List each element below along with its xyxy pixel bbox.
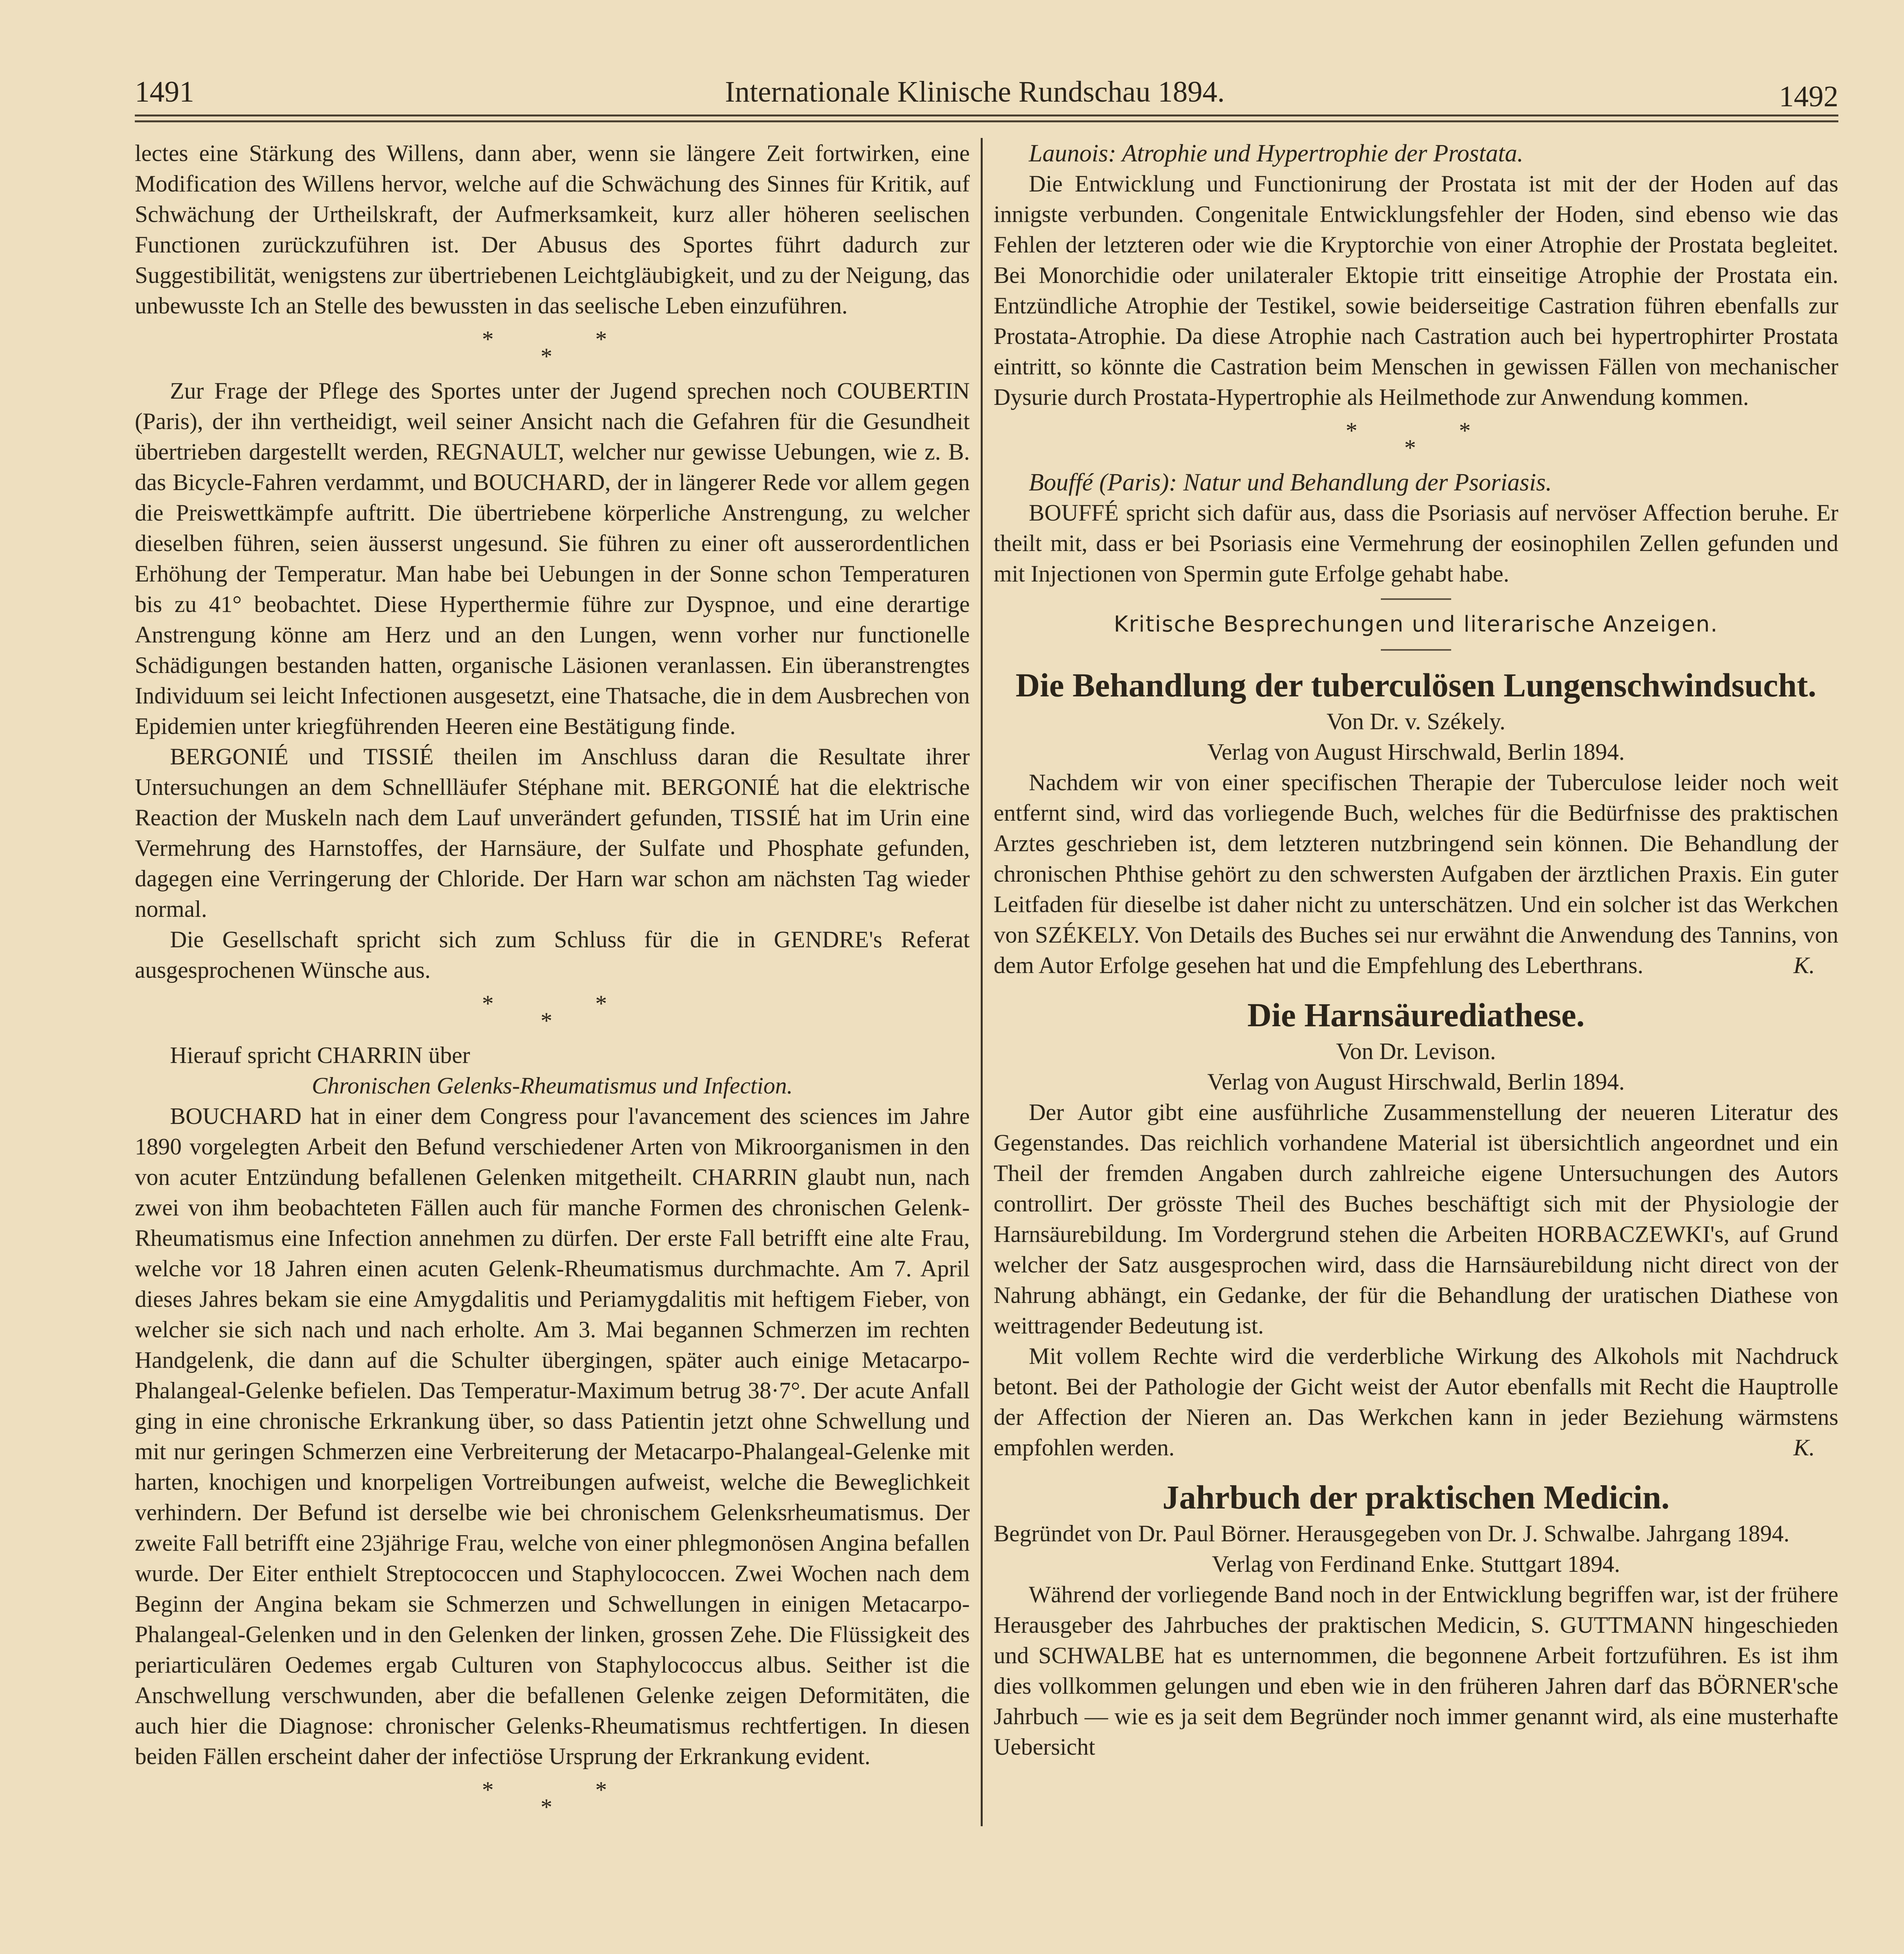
book-meta: Verlag von August Hirschwald, Berlin 1894. <box>1207 1069 1625 1095</box>
asterisk: * <box>595 326 607 352</box>
book-meta: Begründet von Dr. Paul Börner. Herausgegeben von Dr. J. Schwalbe. Jahrgang 1894. <box>994 1521 1790 1546</box>
asterisk: * <box>1459 418 1471 444</box>
asterisk: * <box>540 344 552 369</box>
header-rule <box>135 115 1838 122</box>
asterisk: * <box>595 1777 607 1803</box>
paragraph: lectes eine Stärkung des Willens, dann aber, wenn sie längere Zeit fortwirken, eine Modification des Willens hervor, welche auf die Schwächung des Sinnes für Kritik, auf Schwächung der Urtheilskraft, der Aufmerksamkeit, kurz aller höheren seelischen Functionen zurückzuführen ist. Der Abusus des Sportes führt dadurch zur Suggestibilität, wenigstens zur übertriebenen Leichtgläubigkeit, und zu der Neigung, das unbewusste Ich an Stelle des bewussten in das seelische Leben einzuführen. <box>135 140 970 319</box>
reviewer-signature: K. <box>1793 952 1815 978</box>
section-separator-asterisks <box>135 321 970 376</box>
page-number-left: 1491 <box>135 75 194 108</box>
page-number-right: 1492 <box>1779 80 1838 113</box>
book-meta: Von Dr. Levison. <box>1336 1038 1496 1064</box>
asterisk: * <box>1404 435 1416 461</box>
paragraph: Die Entwicklung und Functionirung der Prostata ist mit der der Hoden auf das innigste verbunden. Congenitale Entwicklungsfehler der Hoden, sind ebenso wie das Fehlen der letzteren oder wie die Kryptorchie von einer Atrophie der Prostata begleitet. Bei Monorchidie oder unilateraler Ektopie tritt einseitige Atrophie der Prostata ein. Entzündliche Atrophie der Testikel, sowie beiderseitige Castration führen ebenfalls zur Prostata-Atrophie. Da diese Atrophie nach Castration auch bei hypertrophirter Prostata eintritt, so könnte die Castration beim Menschen in gewissen Fällen von mechanischer Dysurie durch Prostata-Hypertrophie als Heilmethode zur Anwendung kommen. <box>994 171 1838 410</box>
short-rule <box>1381 649 1451 651</box>
asterisk: * <box>1346 418 1357 444</box>
left-column <box>135 138 981 1826</box>
paragraph: Nachdem wir von einer specifischen Therapie der Tuberculose leider noch weit entfernt sind, wird das vorliegende Buch, welches für die Bedürfnisse des praktischen Arztes geschrieben ist, dem letzteren nutzbringend sein können. Die Behandlung der chronischen Phthise gehört zu den schwersten Aufgaben der ärztlichen Praxis. Ein guter Leitfaden für dieselbe ist daher nicht zu unterschätzen. Und ein solcher ist das Werkchen von SZÉKELY. Von Details des Buches sei nur erwähnt die Anwendung des Tannins, von dem Autor Erfolge gesehen hat und die Empfehlung des Leberthrans. <box>994 769 1838 978</box>
paragraph: Der Autor gibt eine ausführliche Zusammenstellung der neueren Literatur des Gegenstandes. Das reichlich vorhandene Material ist übersichtlich angeordnet und ein Theil der fremden Angaben durch zahlreiche eigene Untersuchungen des Autors controllirt. Der grösste Theil des Buches beschäftigt sich mit der Physiologie der Harnsäurebildung. Im Vordergrund stehen die Arbeiten HORBACZEWKI's, auf Grund welcher der Satz ausgesprochen wird, dass die Harnsäurebildung nicht direct von der Nahrung abhängt, ein Gedanke, der für die Behandlung der uratischen Diathese von weittragender Bedeutung ist. <box>994 1099 1838 1338</box>
paragraph: BERGONIÉ und TISSIÉ theilen im Anschluss daran die Resultate ihrer Untersuchungen an dem Schnellläufer Stéphane mit. BERGONIÉ hat die elektrische Reaction der Muskeln nach dem Lauf unverändert gefunden, TISSIÉ hat im Urin eine Vermehrung des Harnstoffes, der Harnsäure, der Sulfate und Phosphate gefunden, dagegen eine Verringerung der Chloride. Der Harn war schon am nächsten Tag wieder normal. <box>135 744 970 922</box>
paragraph: BOUFFÉ spricht sich dafür aus, dass die Psoriasis auf nervöser Affection beruhe. Er theilt mit, dass er bei Psoriasis eine Vermehrung der eosinophilen Zellen gefunden und mit Injectionen von Spermin gute Erfolge gehabt habe. <box>994 500 1838 587</box>
paragraph: Hierauf spricht CHARRIN über <box>170 1042 470 1068</box>
two-column-body <box>135 138 1838 1826</box>
book-meta: Von Dr. v. Székely. <box>1327 709 1505 734</box>
section-separator-asterisks <box>135 1771 970 1826</box>
asterisk: * <box>482 326 494 352</box>
reviewer-signature: K. <box>1793 1435 1815 1460</box>
short-rule <box>1381 598 1451 600</box>
paragraph: BOUCHARD hat in einer dem Congress pour l'avancement des sciences im Jahre 1890 vorgelegten Arbeit den Befund verschiedener Arten von Mikroorganismen in den von acuter Entzündung befallenen Gelenken mitgetheilt. CHARRIN glaubt nun, nach zwei von ihm beobachteten Fällen auch für manche Formen des chronischen Gelenk-Rheumatismus eine Infection annehmen zu dürfen. Der erste Fall betrifft eine alte Frau, welche vor 18 Jahren einen acuten Gelenk-Rheumatismus durchmachte. Am 7. April dieses Jahres bekam sie eine Amygdalitis und Periamygdalitis mit heftigem Fieber, von welcher sie sich nach und nach erholte. Am 3. Mai begannen Schmerzen im rechten Handgelenk, die dann auf die Schulter übergingen, später auch einige Metacarpo-Phalangeal-Gelenke befielen. Das Temperatur-Maximum betrug 38·7°. Der acute Anfall ging in eine chronische Erkrankung über, so dass Patientin jetzt ohne Schwellung und mit nur geringen Schmerzen eine Verbreiterung der Metacarpo-Phalangeal-Gelenke mit harten, knochigen und knorpeligen Vortreibungen aufweist, welche die Beweglichkeit verhindern. Der Befund ist derselbe wie bei chronischem Gelenksrheumatismus. Der zweite Fall betrifft eine 23jährige Frau, welche von einer phlegmonösen Angina befallen wurde. Der Eiter enthielt Streptococcen und Staphylococcen. Zwei Wochen nach dem Beginn der Angina bekam sie Schmerzen und Schwellungen in einigen Metacarpo-Phalangeal-Gelenken und in den Gelenken der linken, grossen Zehe. Die Flüssigkeit des periarticulären Oedemes ergab Culturen von Staphylococcus albus. Seither ist die Anschwellung verschwunden, aber die befallenen Gelenke zeigen Deformitäten, die auch hier die Diagnose: chronischer Gelenks-Rheumatismus rechtfertigen. In diesen beiden Fällen erscheint daher der infectiöse Ursprung der Erkrankung evident. <box>135 1103 970 1769</box>
book-title: Die Harnsäurediathese. <box>1247 996 1585 1034</box>
book-title: Die Behandlung der tuberculösen Lungenschwindsucht. <box>1015 666 1816 704</box>
book-meta: Verlag von August Hirschwald, Berlin 1894. <box>1207 739 1625 765</box>
book-title: Jahrbuch der praktischen Medicin. <box>1162 1478 1670 1516</box>
asterisk: * <box>482 991 494 1016</box>
section-separator-asterisks <box>994 412 1838 467</box>
running-header <box>135 72 1838 111</box>
asterisk: * <box>482 1777 494 1803</box>
right-column <box>981 138 1838 1826</box>
article-heading: Launois: Atrophie und Hypertrophie der Prostata. <box>1029 140 1523 167</box>
asterisk: * <box>595 991 607 1016</box>
asterisk: * <box>540 1794 552 1820</box>
article-heading: Bouffé (Paris): Natur und Behandlung der Psoriasis. <box>1029 469 1552 496</box>
paragraph: Während der vorliegende Band noch in der Entwicklung begriffen war, ist der frühere Herausgeber des Jahrbuches der praktischen Medicin, S. GUTTMANN hingeschieden und SCHWALBE hat es unternommen, die begonnene Arbeit fortzuführen. Es ist ihm dies vollkommen gelungen und eben wie in den früheren Jahren darf das BÖRNER'sche Jahrbuch — wie es ja seit dem Begründer noch immer genannt wird, als eine musterhafte Uebersicht <box>994 1582 1838 1760</box>
asterisk: * <box>540 1008 552 1034</box>
subheading: Chronischen Gelenks-Rheumatismus und Infection. <box>312 1073 793 1099</box>
paragraph: Mit vollem Rechte wird die verderbliche Wirkung des Alkohols mit Nachdruck betont. Bei der Pathologie der Gicht weist der Autor ebenfalls mit Recht die Hauptrolle der Affection der Nieren an. Das Werkchen kann in jeder Beziehung wärmstens empfohlen werden. <box>994 1343 1838 1460</box>
section-separator-asterisks <box>135 985 970 1040</box>
running-title: Internationale Klinische Rundschau 1894. <box>725 75 1225 108</box>
paragraph: Zur Frage der Pflege des Sportes unter der Jugend sprechen noch COUBERTIN (Paris), der ihn vertheidigt, weil seiner Ansicht nach die Gefahren für die Gesundheit übertrieben dargestellt werden, REGNAULT, welcher nur gewisse Uebungen, wie z. B. das Bicycle-Fahren verdammt, und BOUCHARD, der in längerer Rede vor allem gegen die Preiswettkämpfe auftritt. Die übertriebene körperliche Anstrengung, zu welcher dieselben führen, seien äusserst ungesund. Sie führen zu einer oft ausserordentlichen Erhöhung der Temperatur. Man habe bei Uebungen in der Sonne schon Temperaturen bis zu 41° beobachtet. Diese Hyperthermie führe zur Dyspnoe, und eine derartige Anstrengung könne am Herz und an den Lungen, wenn vorher nur functionelle Schädigungen bestanden hatten, organische Läsionen veranlassen. Ein überanstrengtes Individuum sei leicht Infectionen ausgesetzt, eine Thatsache, die in dem Ausbrechen von Epidemien unter kriegführenden Heeren eine Bestätigung finde. <box>135 378 970 739</box>
paragraph: Die Gesellschaft spricht sich zum Schluss für die in GENDRE's Referat ausgesprochenen Wünsche aus. <box>135 927 970 983</box>
section-heading: Kritische Besprechungen und literarische Anzeigen. <box>1114 612 1718 637</box>
book-meta: Verlag von Ferdinand Enke. Stuttgart 1894. <box>1212 1551 1620 1577</box>
